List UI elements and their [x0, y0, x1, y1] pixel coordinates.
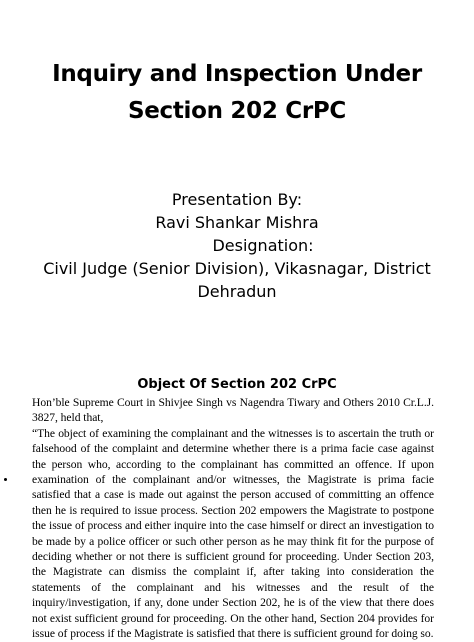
designation-line-2: Dehradun: [197, 282, 277, 301]
title-line-1: Inquiry and Inspection Under: [52, 61, 422, 87]
section-heading: Object Of Section 202 CrPC: [137, 377, 337, 392]
bullet-dot-icon: [4, 478, 7, 481]
intro-paragraph: Hon’ble Supreme Court in Shivjee Singh vs Nagendra Tiwary and Others 2010 Cr.L.J. 3827, held that,: [32, 396, 434, 425]
designation-label: Designation:: [212, 236, 314, 255]
title-line-2: Section 202 CrPC: [127, 98, 347, 124]
quote-paragraph: “The object of examining the complainant and the witnesses is to ascertain the truth or falsehood of the complaint and determine whether there is a prima facie case against the person who, according to the complainant has committed an offence. If upon examination of the complainant and/or witnesses, the Magistrate is prima facie satisfied that a case is made out against the person accused of committing an offence then he is required to issue process. Section 202 empowers the Magistrate to postpone the issue of process and either inquire into the case himself or direct an investigation to be made by a police officer or such other person as he may think fit for the purpose of deciding whether or not there is sufficient ground for proceeding. Under Section 203, the Magistrate can dismiss the complaint if, after taking into consideration the statements of the complainant and his witnesses and the result of the inquiry/investigation, if any, done under Section 202, he is of the view that there does not exist sufficient ground for proceeding. On the other hand, Section 204 provides for issue of process if the Magistrate is satisfied that there is sufficient ground for doing so.: [32, 426, 434, 641]
document-title: [0, 56, 474, 130]
designation-line-1: Civil Judge (Senior Division), Vikasnagar, District: [43, 259, 431, 278]
presenter-label: Presentation By:: [171, 190, 303, 209]
section-body: [32, 395, 434, 642]
presenter-name: Ravi Shankar Mishra: [155, 213, 319, 232]
presenter-info: [0, 188, 474, 303]
